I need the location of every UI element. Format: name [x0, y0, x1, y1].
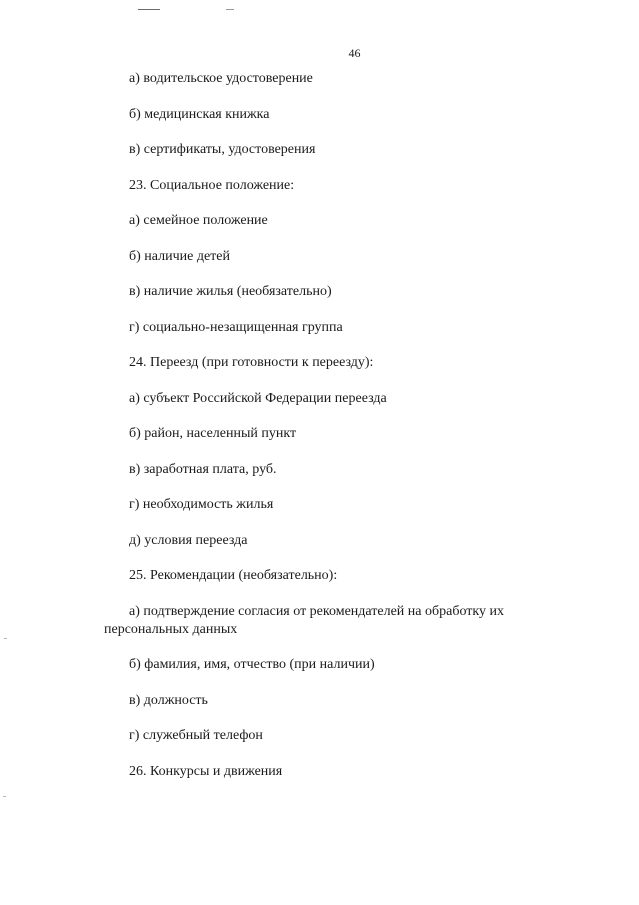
document-line: а) субъект Российской Федерации переезда	[129, 390, 387, 406]
scan-artifact-line	[226, 9, 234, 10]
document-line: в) сертификаты, удостоверения	[129, 142, 316, 157]
document-line: 25. Рекомендации (необязательно):	[129, 568, 338, 583]
scan-artifact-dot	[3, 796, 6, 797]
document-line: 24. Переезд (при готовности к переезду):	[129, 355, 374, 370]
document-line: в) наличие жилья (необязательно)	[129, 284, 332, 299]
document-line: в) заработная плата, руб.	[129, 461, 277, 477]
document-body	[104, 70, 544, 798]
document-line: б) медицинская книжка	[129, 106, 270, 122]
document-line: б) район, населенный пункт	[129, 426, 297, 441]
document-line: а) семейное положение	[129, 213, 268, 228]
document-line: а) водительское удостоверение	[129, 71, 313, 86]
document-line: г) необходимость жилья	[129, 497, 274, 512]
scan-artifact-line	[138, 9, 160, 10]
page-number: 46	[348, 46, 361, 60]
document-line: г) социально-незащищенная группа	[129, 319, 343, 335]
document-line: 26. Конкурсы и движения	[129, 763, 283, 779]
document-line: г) служебный телефон	[129, 728, 263, 743]
document-line: в) должность	[129, 692, 208, 708]
document-line: д) условия переезда	[129, 532, 248, 548]
document-line: б) фамилия, имя, отчество (при наличии)	[129, 657, 375, 672]
document-line: 23. Социальное положение:	[129, 177, 295, 193]
document-line: б) наличие детей	[129, 248, 231, 264]
scan-artifact-dot	[4, 638, 7, 639]
document-line: а) подтверждение согласия от рекомендателей на обработку их персональных данных	[104, 603, 504, 637]
